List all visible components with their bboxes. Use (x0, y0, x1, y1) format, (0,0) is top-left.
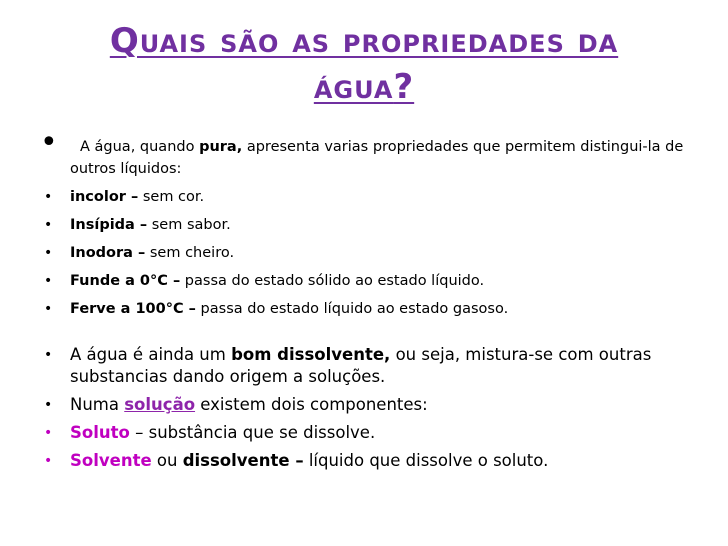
list-item (40, 344, 690, 388)
title-line-2: água (313, 67, 394, 107)
bullet-icon: • (44, 453, 53, 469)
list-item (40, 422, 690, 444)
list-item (40, 242, 690, 264)
item-bold: Ferve a 100°C – (70, 301, 196, 317)
slide-title (30, 18, 698, 110)
item-accent: solução (124, 395, 196, 414)
title-question-mark: ? (393, 67, 415, 107)
title-line-1: Quais são as propriedades da (109, 21, 619, 61)
item-text: apresenta varias propriedades que permitem distingui-la de outros líquidos: (70, 139, 684, 177)
bullet-list (40, 125, 690, 478)
item-text: A água é ainda um (70, 345, 232, 364)
list-item (40, 394, 690, 416)
item-bold: pura, (199, 139, 243, 155)
item-text: ou (151, 451, 183, 470)
item-bold: incolor – (70, 189, 139, 205)
item-accent: Soluto (70, 423, 130, 442)
bullet-icon: • (44, 301, 53, 317)
item-text: passa do estado sólido ao estado líquido. (180, 273, 485, 289)
bullet-icon: • (44, 217, 53, 233)
item-text: sem cor. (138, 189, 205, 205)
list-item (40, 450, 690, 472)
item-text: Numa (70, 395, 125, 414)
list-item (40, 270, 690, 292)
item-accent: Solvente (70, 451, 152, 470)
item-text: líquido que dissolve o soluto. (303, 451, 549, 470)
item-text: passa do estado líquido ao estado gasoso. (195, 301, 509, 317)
bullet-icon: • (44, 347, 53, 363)
bullet-icon: • (44, 425, 53, 441)
item-text: existem dois componentes: (195, 395, 428, 414)
item-text: sem cheiro. (145, 245, 235, 261)
bullet-icon: • (44, 273, 53, 289)
list-item (40, 186, 690, 208)
item-bold: Inodora – (70, 245, 146, 261)
bullet-icon: • (44, 189, 53, 205)
bullet-icon: • (44, 245, 53, 261)
list-item (40, 298, 690, 320)
item-text: – substância que se dissolve. (129, 423, 376, 442)
item-text: sem sabor. (147, 217, 231, 233)
list-item (40, 214, 690, 236)
item-bold: bom dissolvente, (231, 345, 391, 364)
bullet-icon: • (44, 397, 53, 413)
item-bold: Insípida – (70, 217, 148, 233)
spacer (40, 326, 690, 344)
item-bold: Funde a 0°C – (70, 273, 181, 289)
item-text: A água, quando (80, 139, 200, 155)
bullet-icon: • (40, 125, 58, 160)
list-item (40, 125, 690, 180)
item-bold: dissolvente – (182, 451, 304, 470)
item-text: ou seja, mistura-se com outras substancias dando origem a soluções. (70, 345, 652, 386)
